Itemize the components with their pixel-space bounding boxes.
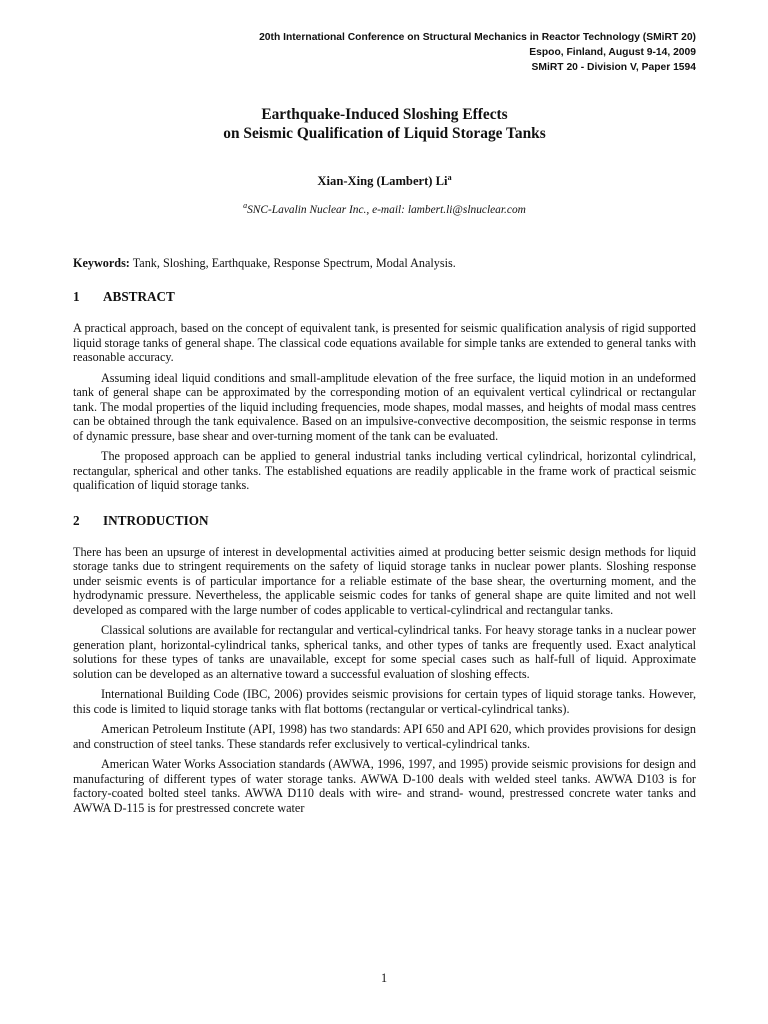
introduction-paragraph: Classical solutions are available for rectangular and vertical-cylindrical tanks. For heavy storage tanks in a nuclear power generation plant, horizontal-cylindrical tanks, spherical tanks, and other types of tanks are frequently used. Exact analytical solutions for these types of tanks are unavailable, except for some special cases such as half-full of liquid. Approximate solution can be developed as an alternative toward a successful evaluation of sloshing effects. [73, 623, 696, 681]
conference-location: Espoo, Finland, August 9-14, 2009 [529, 47, 696, 58]
author-name: Xian-Xing (Lambert) Li [317, 174, 448, 188]
abstract-paragraph: Assuming ideal liquid conditions and small-amplitude elevation of the free surface, the liquid motion in an undeformed tank of general shape can be approximated by the corresponding motion of an equivalent vertical cylindrical or rectangular tank. The modal properties of the liquid including frequencies, mode shapes, modal masses, and heights of modal mass centres can be obtained through the tank equivalence. Based on an impulsive-convective decomposition, the seismic response in terms of dynamic pressure, base shear and over-turning moment of the tank can be evaluated. [73, 370, 696, 443]
conference-name: 20th International Conference on Structural Mechanics in Reactor Technology (SMiRT 20) [259, 32, 696, 43]
affiliation-text: SNC-Lavalin Nuclear Inc., e-mail: lambert.li@slnuclear.com [247, 204, 526, 216]
keywords [73, 256, 696, 271]
abstract-paragraph: The proposed approach can be applied to general industrial tanks including vertical cylindrical, horizontal cylindrical, rectangular, spherical and other tanks. The established equations are readily applicable in the frame work of practical seismic qualification of liquid storage tanks. [73, 449, 696, 492]
page-number: 1 [380, 971, 388, 985]
introduction-paragraph: There has been an upsurge of interest in developmental activities aimed at producing better seismic design methods for liquid storage tanks due to stringent requirements on the safety of liquid storage tanks in nuclear power plants. Sloshing response under seismic events is of particular importance for a reliable estimate of the base shear, the overturning moment, and the hydrodynamic pressure. Nevertheless, the applicable seismic codes for tanks of general shape are quite limited and not well developed as compared with the large number of codes applicable to vertical-cylindrical and rectangular tanks. [73, 544, 696, 617]
keywords-text: Tank, Sloshing, Earthquake, Response Spectrum, Modal Analysis. [132, 256, 456, 270]
affiliation-superscript: a [243, 201, 248, 211]
introduction-paragraph: American Water Works Association standards (AWWA, 1996, 1997, and 1995) provide seismic provisions for design and manufacturing of different types of water storage tanks. AWWA D-100 deals with welded steel tanks. AWWA D103 is for factory-coated bolted steel tanks. AWWA D110 deals with wire- and strand- wound, prestressed concrete water tanks and AWWA D-115 is for prestressed concrete water [73, 757, 696, 815]
keywords-label: Keywords: [73, 256, 130, 270]
section-title: ABSTRACT [103, 289, 175, 304]
section-heading-abstract [73, 289, 696, 305]
section-title: INTRODUCTION [103, 512, 209, 528]
introduction-paragraph: International Building Code (IBC, 2006) provides seismic provisions for certain types of liquid storage tanks. However, this code is limited to liquid storage tanks with flat bottoms (rectangular or vertical-cylindrical tanks). [73, 687, 696, 716]
affiliation [73, 201, 696, 216]
paper-id: SMiRT 20 - Division V, Paper 1594 [531, 62, 696, 73]
paper-page [73, 30, 696, 815]
paper-title [73, 105, 696, 143]
author-superscript: a [447, 172, 452, 182]
section-heading-introduction [73, 513, 696, 529]
abstract-paragraph: A practical approach, based on the concept of equivalent tank, is presented for seismic qualification analysis of rigid supported liquid storage tanks of general shape. The classical code equations available for simple tanks are extended to general tanks with reasonable accuracy. [73, 321, 696, 364]
conference-header [73, 30, 696, 75]
section-number: 1 [73, 289, 80, 304]
title-line-1: Earthquake-Induced Sloshing Effects [261, 106, 508, 123]
author [73, 174, 696, 189]
introduction-paragraph: American Petroleum Institute (API, 1998) has two standards: API 650 and API 620, which provides provisions for design and construction of steel tanks. These standards refer exclusively to vertical-cylindrical tanks. [73, 722, 696, 751]
title-line-2: on Seismic Qualification of Liquid Storage Tanks [223, 125, 546, 142]
section-number: 2 [73, 512, 80, 528]
